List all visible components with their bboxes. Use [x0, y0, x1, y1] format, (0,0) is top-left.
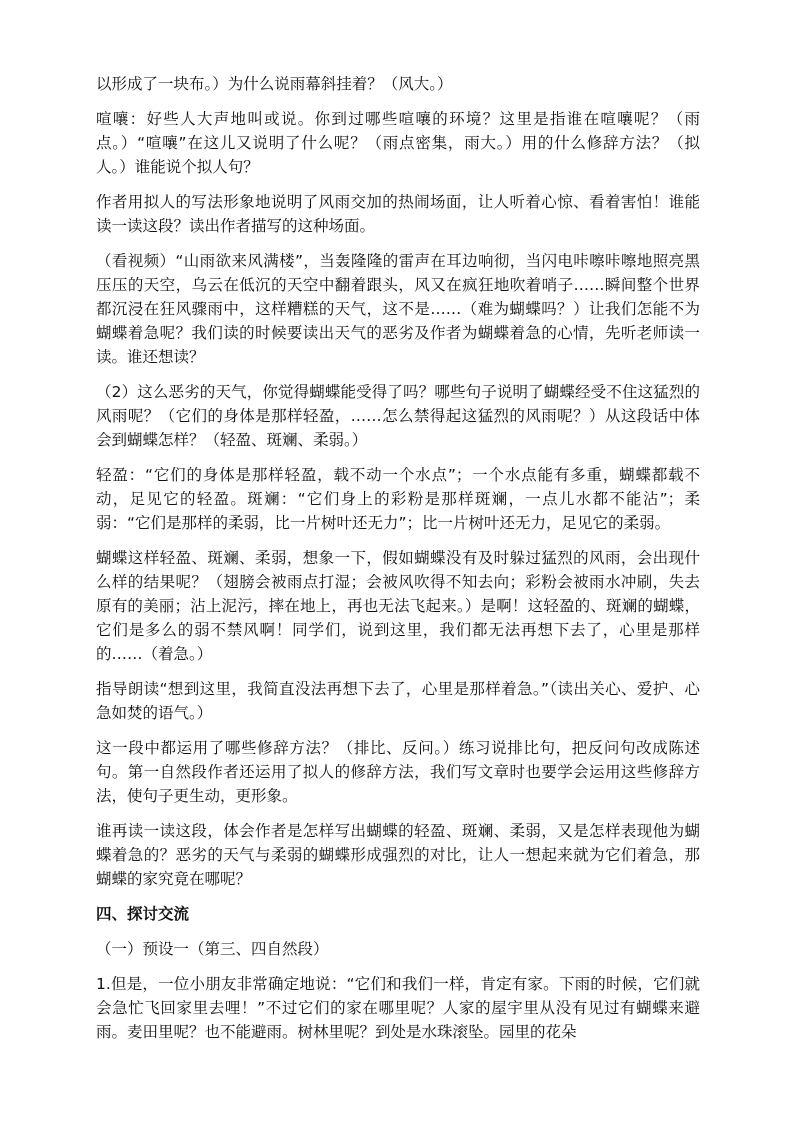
- document-body: [96, 72, 700, 1055]
- subheading-preset-one: （一）预设一（第三、四自然段）: [96, 940, 329, 958]
- paragraph-rhetoric-methods: 这一段中都运用了哪些修辞方法？（排比、反问。）练习说排比句，把反问句改成陈述句。第一自然段作者还运用了拟人的修辞方法，我们写文章时也要学会运用这些修辞方法，使句子更生动，更形象。: [96, 739, 700, 805]
- paragraph-light-colorful-weak: 轻盈：“它们的身体是那样轻盈，载不动一个水点”；一个水点能有多重，蝴蝶都载不动，足见它的轻盈。斑斓：“它们身上的彩粉是那样斑斓，一点儿水都不能沾”；柔弱：“它们是那样的柔弱，比一片树叶还无力”；比一片树叶还无力，足见它的柔弱。: [96, 466, 700, 532]
- section-heading-discussion: 四、探讨交流: [96, 905, 190, 923]
- paragraph-personification-scene: 作者用拟人的写法形象地说明了风雨交加的热闹场面，让人听着心惊、看着害怕！谁能读一读这段？读出作者描写的这种场面。: [96, 193, 700, 235]
- paragraph-reread-contrast: 谁再读一读这段，体会作者是怎样写出蝴蝶的轻盈、斑斓、柔弱，又是怎样表现他为蝴蝶着急的？恶劣的天气与柔弱的蝴蝶形成强烈的对比，让人一想起来就为它们着急，那蝴蝶的家究竟在哪呢？: [96, 822, 700, 888]
- paragraph-child-says-home: 1.但是，一位小朋友非常确定地说：“它们和我们一样，肯定有家。下雨的时候，它们就会急忙飞回家里去哩！”不过它们的家在哪里呢？人家的屋宇里从没有见过有蝴蝶来避雨。麦田里呢？也不能避雨。树林里呢？到处是水珠滚坠。园里的花朵: [96, 975, 700, 1041]
- paragraph-video-storm: （看视频）“山雨欲来风满楼”，当轰隆隆的雷声在耳边响彻，当闪电咔嚓咔嚓地照亮黑压压的天空，乌云在低沉的天空中翻着跟头，风又在疯狂地吹着哨子……瞬间整个世界都沉浸在狂风骤雨中，这样糟糕的天气，这不是……（难为蝴蝶吗？）让我们怎能不为蝴蝶着急呢？我们读的时候要读出天气的恶劣及作者为蝴蝶着急的心情，先听老师读一读。谁还想读？: [96, 252, 700, 366]
- paragraph-question-two: （2）这么恶劣的天气，你觉得蝴蝶能受得了吗？哪些句子说明了蝴蝶经受不住这猛烈的风雨呢？（它们的身体是那样轻盈，……怎么禁得起这猛烈的风雨呢？）从这段话中体会到蝴蝶怎样？（轻盈、斑斓、柔弱。）: [96, 383, 700, 449]
- paragraph-imagine-result: 蝴蝶这样轻盈、斑斓、柔弱，想象一下，假如蝴蝶没有及时躲过猛烈的风雨，会出现什么样的结果呢？（翅膀会被雨点打湿；会被风吹得不知去向；彩粉会被雨水冲刷，失去原有的美丽；沾上泥污，摔在地上，再也无法飞起来。）是啊！这轻盈的、斑斓的蝴蝶，它们是多么的弱不禁风啊！同学们，说到这里，我们都无法再想下去了，心里是那样的……（着急。）: [96, 549, 700, 663]
- paragraph-guided-reading: 指导朗读“想到这里，我简直没法再想下去了，心里是那样着急。”（读出关心、爱护、心急如焚的语气。）: [96, 680, 700, 722]
- paragraph-rain-curtain: 以形成了一块布。）为什么说雨幕斜挂着？（风大。）: [96, 75, 453, 93]
- paragraph-xuanrang-definition: 喧嚷：好些人大声地叫或说。你到过哪些喧嚷的环境？这里是指谁在喧嚷呢？（雨点。）“喧嚷”在这儿又说明了什么呢？（雨点密集，雨大。）用的什么修辞方法？（拟人。）谁能说个拟人句？: [96, 110, 700, 176]
